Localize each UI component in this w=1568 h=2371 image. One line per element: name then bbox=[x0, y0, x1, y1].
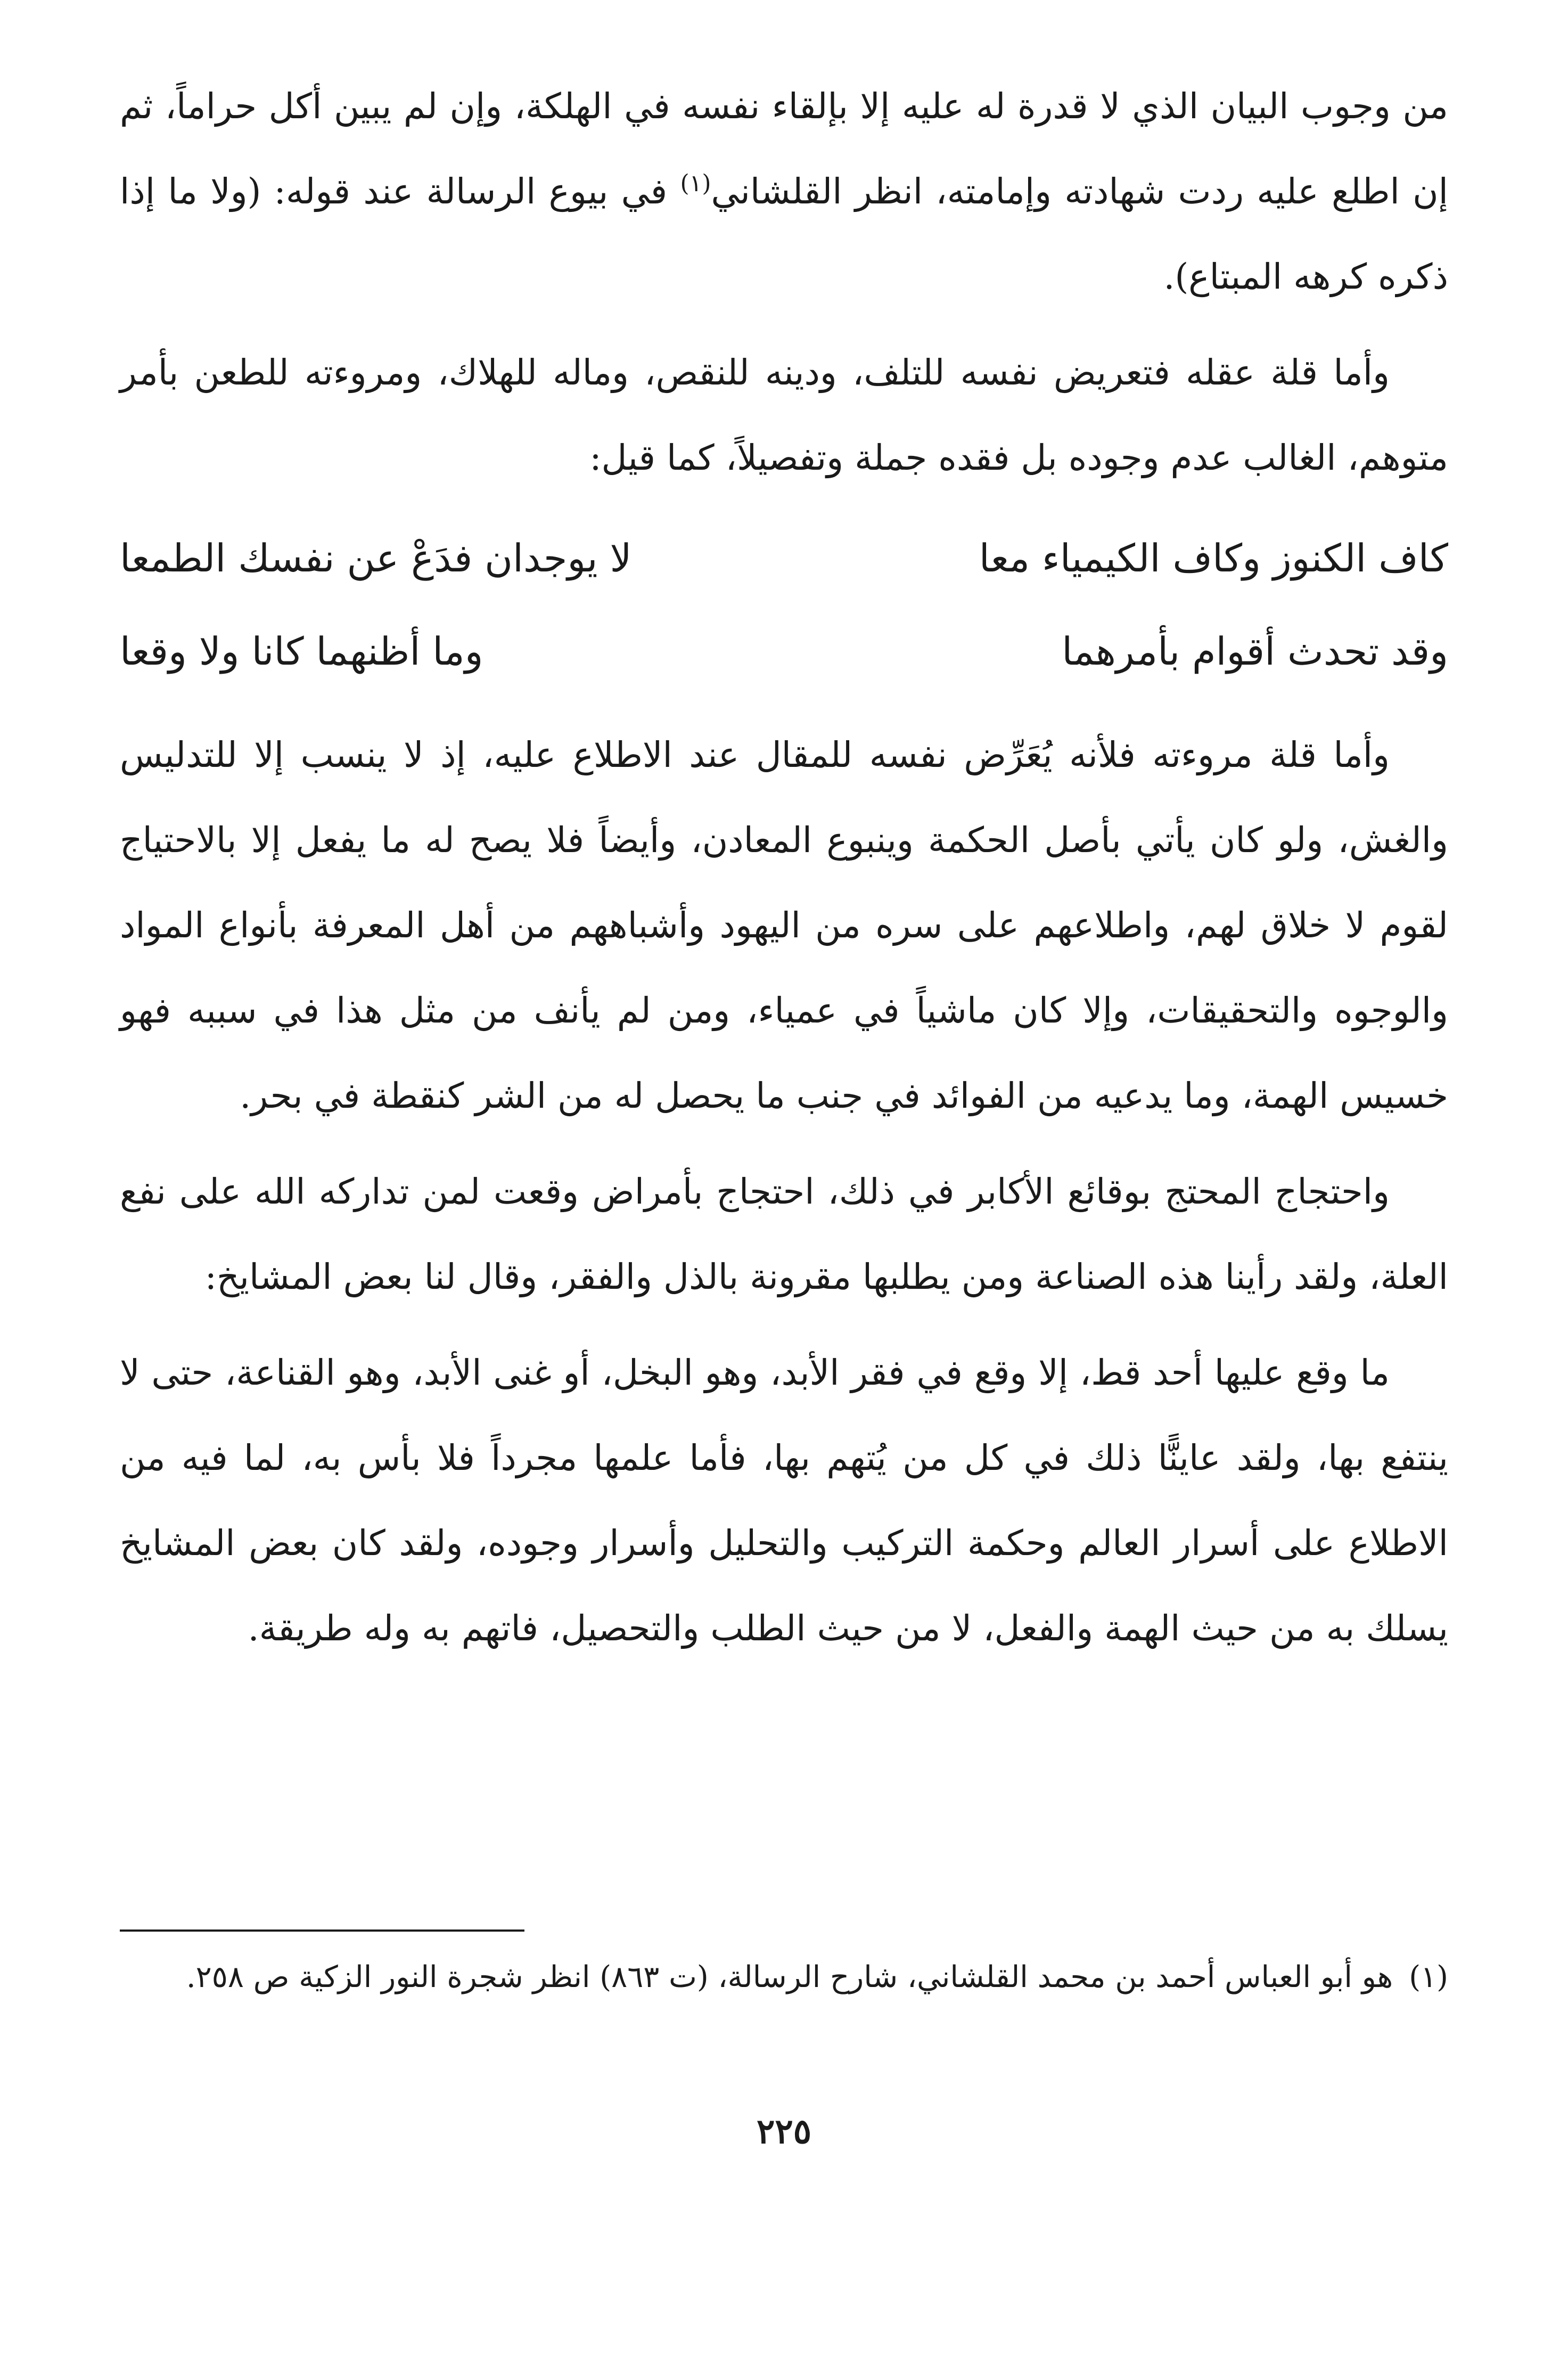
paragraph-3: وأما قلة مروءته فلأنه يُعَرِّض نفسه للمقال عند الاطلاع عليه، إذ لا ينسب إلا للتدليس والغش، ولو كان يأتي بأصل الحكمة وينبوع المعادن، وأيضاً فلا يصح له ما يفعل إلا بالاحتياج لقوم لا خلاق لهم، واطلاعهم على سره من اليهود وأشباههم من أهل المعرفة بأنواع المواد والوجوه والتحقيقات، وإلا كان ماشياً في عمياء، ومن لم يأنف من مثل هذا في سببه فهو خسيس الهمة، وما يدعيه من الفوائد في جنب ما يحصل له من الشر كنقطة في بحر. bbox=[120, 734, 1448, 1116]
paragraph-1 bbox=[120, 64, 1448, 320]
poem-verse bbox=[120, 604, 1448, 698]
page-body bbox=[120, 64, 1448, 1682]
paragraph-2: وأما قلة عقله فتعريض نفسه للتلف، ودينه للنقص، وماله للهلاك، ومروءته للطعن بأمر متوهم، الغالب عدم وجوده بل فقده جملة وتفصيلاً، كما قيل: bbox=[120, 352, 1448, 478]
footnote bbox=[120, 1944, 1448, 2010]
footnote-text: هو أبو العباس أحمد بن محمد القلشاني، شارح الرسالة، (ت ٨٦٣) انظر شجرة النور الزكية ص ٢٥٨. bbox=[186, 1960, 1393, 1994]
poem-verse bbox=[120, 511, 1448, 604]
page-number: ٢٢٥ bbox=[756, 2112, 812, 2152]
paragraph-1-text-after: في بيوع الرسالة عند قوله: (ولا ما إذا ذكره كرهه المبتاع). bbox=[120, 171, 1448, 297]
poem bbox=[120, 511, 1448, 698]
verse-2-first-hemistich: وقد تحدث أقوام بأمرهما bbox=[1062, 628, 1448, 674]
footnote-reference: (١) bbox=[680, 170, 711, 197]
paragraph-4: واحتجاج المحتج بوقائع الأكابر في ذلك، احتجاج بأمراض وقعت لمن تداركه الله على نفع العلة، ولقد رأينا هذه الصناعة ومن يطلبها مقرونة بالذل والفقر، وقال لنا بعض المشايخ: bbox=[120, 1171, 1448, 1297]
verse-2-second-hemistich: وما أظنهما كانا ولا وقعا bbox=[120, 628, 483, 674]
verse-1-first-hemistich: كاف الكنوز وكاف الكيمياء معا bbox=[979, 535, 1448, 581]
footnote-separator bbox=[120, 1929, 524, 1932]
footnote-number: (١) bbox=[1409, 1960, 1448, 1994]
paragraph-5: ما وقع عليها أحد قط، إلا وقع في فقر الأبد، وهو البخل، أو غنى الأبد، وهو القناعة، حتى لا ينتفع بها، ولقد عاينًّا ذلك في كل من يُتهم بها، فأما علمها مجرداً فلا بأس به، لما فيه من الاطلاع على أسرار العالم وحكمة التركيب والتحليل وأسرار وجوده، ولقد كان بعض المشايخ يسلك به من حيث الهمة والفعل، لا من حيث الطلب والتحصيل، فاتهم به وله طريقة. bbox=[120, 1352, 1448, 1649]
paragraph-1-text: من وجوب البيان الذي لا قدرة له عليه إلا بإلقاء نفسه في الهلكة، وإن لم يبين أكل حراماً، ثم إن اطلع عليه ردت شهادته وإمامته، انظر القلشاني bbox=[120, 86, 1448, 212]
verse-1-second-hemistich: لا يوجدان فدَعْ عن نفسك الطمعا bbox=[120, 535, 632, 581]
